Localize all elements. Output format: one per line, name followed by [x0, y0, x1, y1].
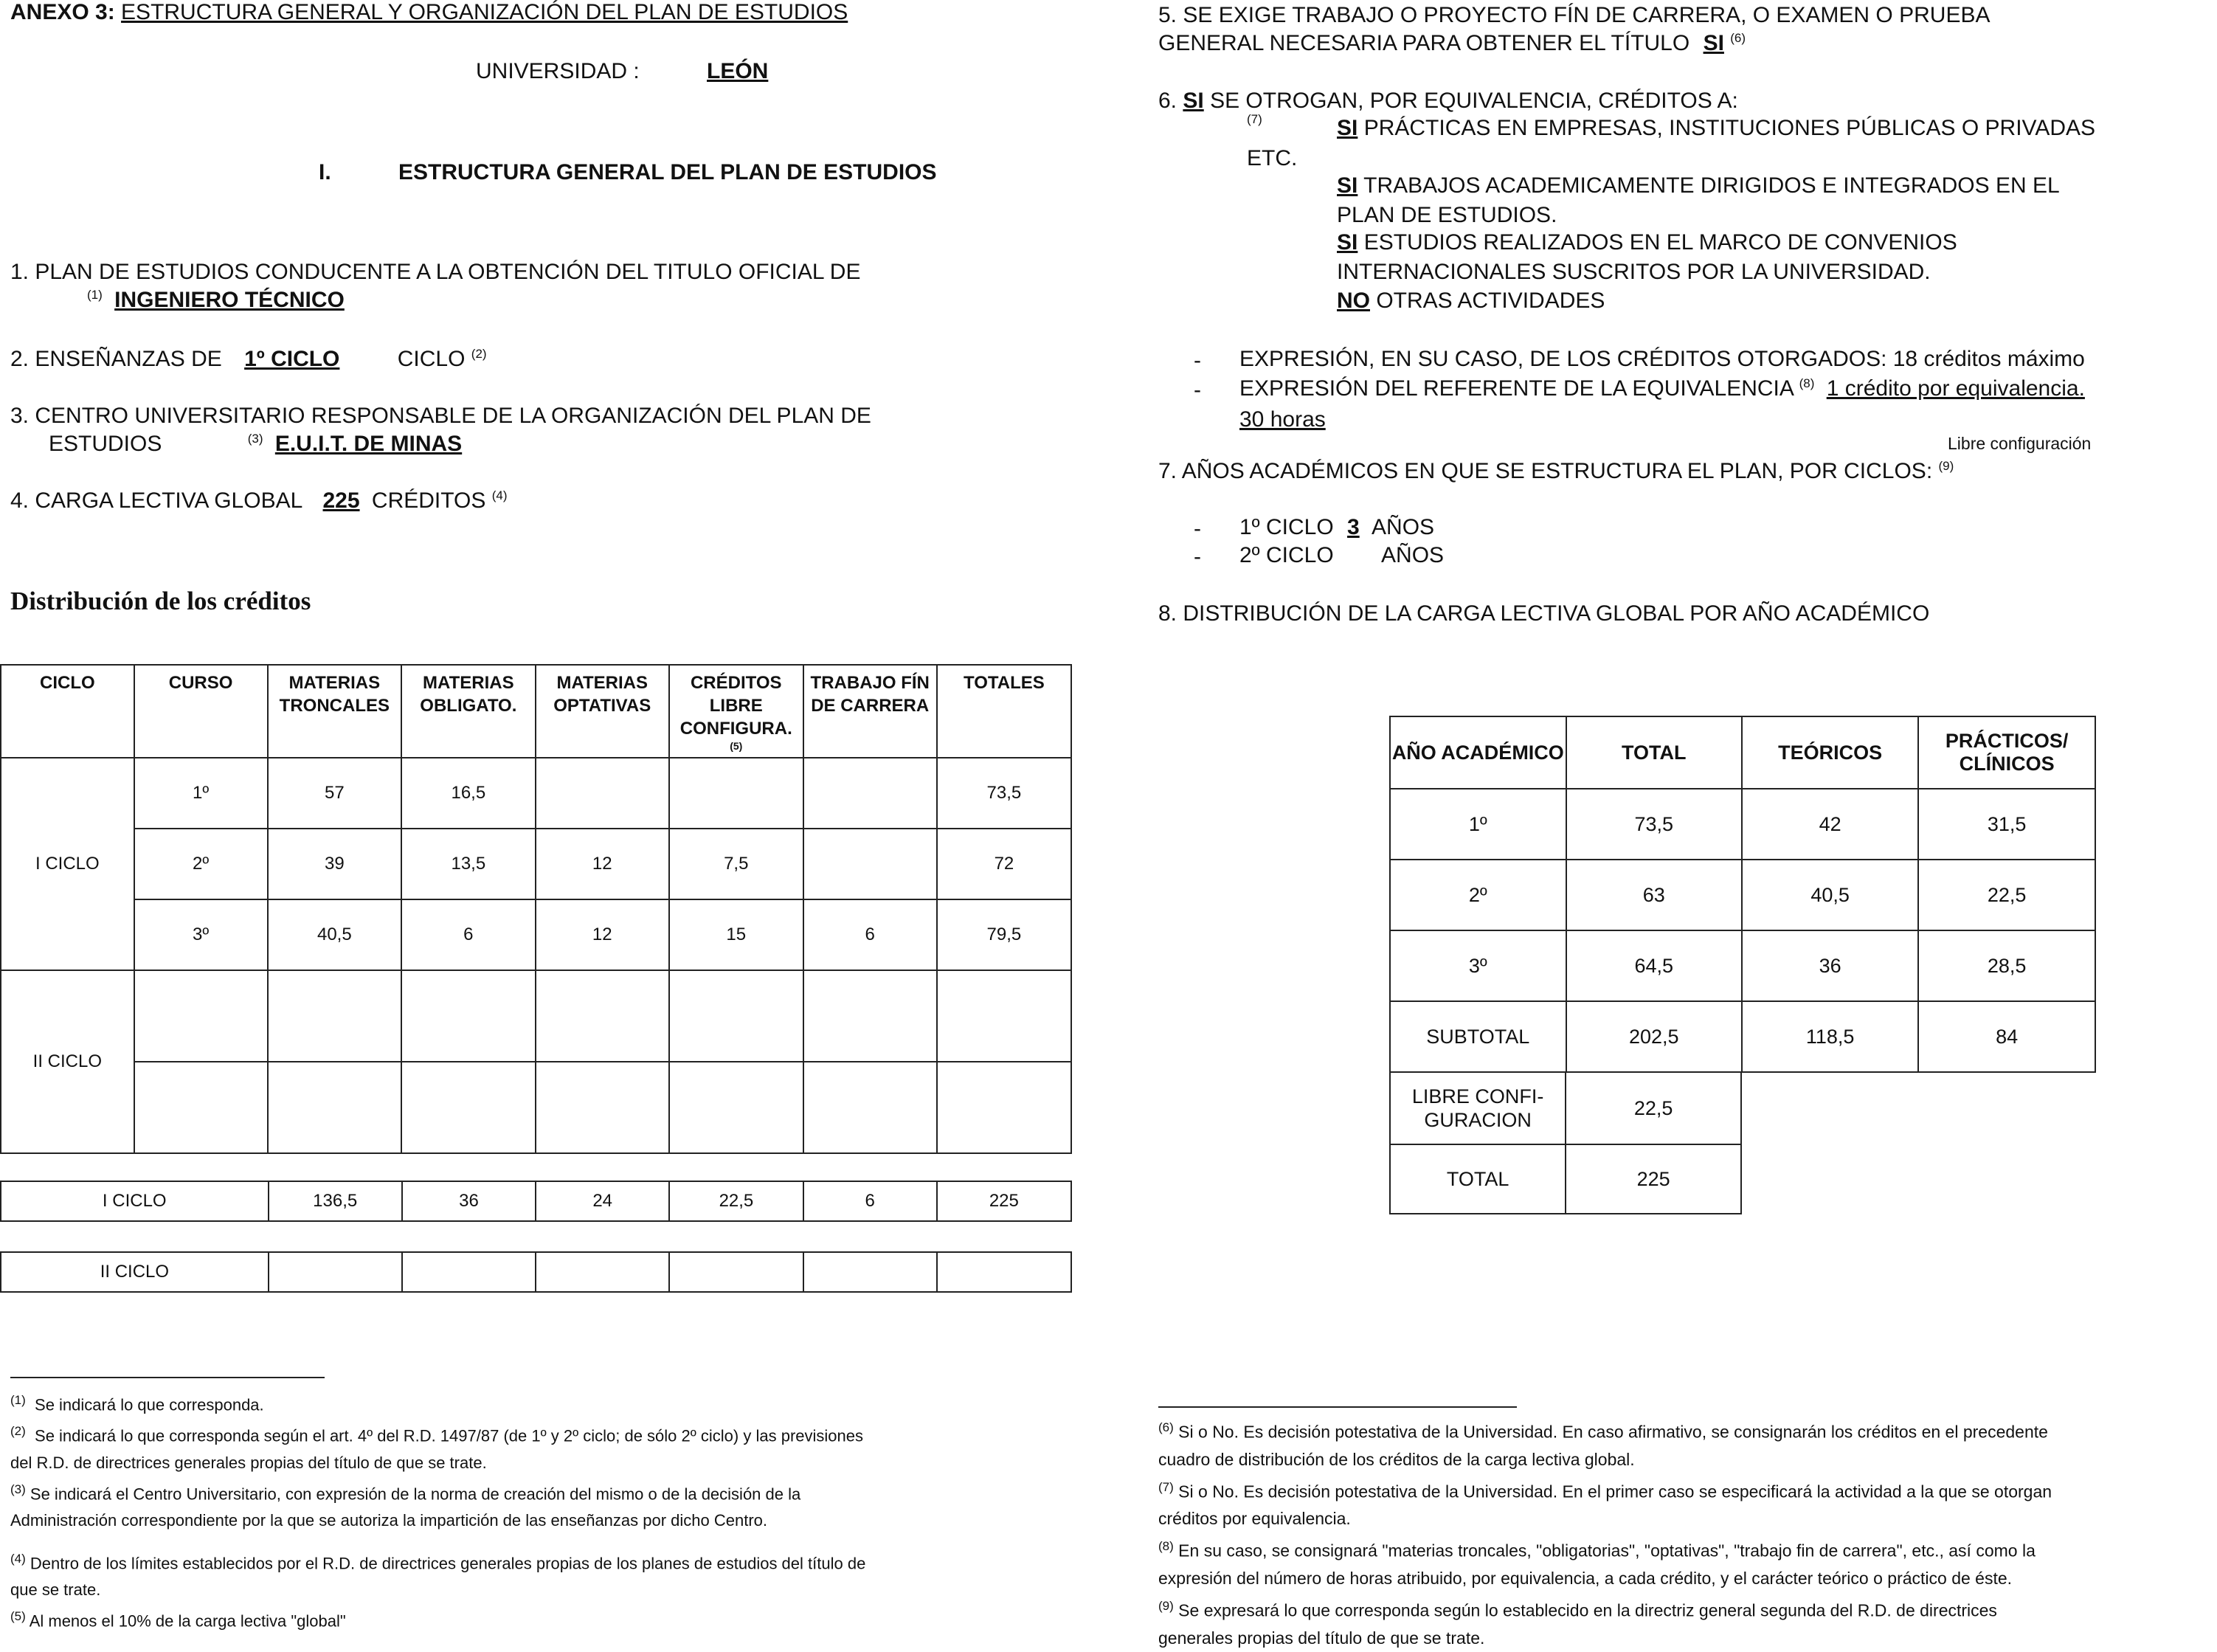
table-row — [1390, 930, 2095, 1001]
header-totales: TOTALES — [937, 665, 1071, 758]
cycle2-label: II CICLO — [1, 970, 134, 1153]
table-cell: 202,5 — [1566, 1001, 1742, 1072]
header-libre-cell — [669, 665, 803, 758]
footnote-marker: (7) — [1158, 1479, 1174, 1494]
table-row — [1, 1181, 1071, 1221]
table-cell: 136,5 — [269, 1181, 402, 1221]
footnote-marker: (6) — [1158, 1420, 1174, 1434]
item4-ref: (4) — [491, 488, 508, 502]
item2-suffix: CICLO — [397, 347, 466, 371]
table-row — [1, 829, 1071, 899]
table-cell: 2º — [134, 829, 268, 899]
item6-line — [1158, 89, 1738, 114]
university-value: LEÓN — [707, 59, 769, 83]
annex-heading — [10, 0, 848, 25]
option-4-mark: NO — [1337, 288, 1370, 313]
item6-ref: (7) — [1247, 112, 1262, 126]
table-cell — [268, 1062, 402, 1153]
footnote-marker: (9) — [1158, 1598, 1174, 1613]
table-cell: 1º — [1390, 789, 1566, 860]
table-cell — [401, 970, 535, 1062]
footnote-text: cuadro de distribución de los créditos de la carga lectiva global. — [1158, 1449, 1635, 1469]
table-cell: 6 — [401, 899, 535, 970]
cycle2-totals-table — [0, 1251, 1072, 1293]
bullet-2-text: EXPRESIÓN DEL REFERENTE DE LA EQUIVALENCIA — [1239, 376, 1794, 401]
table-cell — [536, 758, 669, 829]
table-cell — [803, 970, 937, 1062]
footnote-marker: (5) — [10, 1609, 26, 1624]
table-cell — [134, 1062, 268, 1153]
footnote-text: En su caso, se consignará "materias troncales, "obligatorias", "optativas", "trabajo fin de carrera", etc., así como la — [1178, 1541, 2036, 1561]
table-cell: SUBTOTAL — [1390, 1001, 1566, 1072]
table-cell — [536, 970, 669, 1062]
item1-line — [87, 288, 345, 313]
table-cell: 36 — [402, 1181, 536, 1221]
header-theory: TEÓRICOS — [1742, 716, 1919, 789]
table-cell — [803, 1252, 937, 1292]
option-2 — [1337, 173, 2060, 198]
item5-line1: 5. SE EXIGE TRABAJO O PROYECTO FÍN DE CARRERA, O EXAMEN O PRUEBA — [1158, 3, 1991, 27]
table-row — [1, 1062, 1071, 1153]
item7-line — [1158, 459, 1954, 484]
table-cell: 15 — [669, 899, 803, 970]
header-libre: CRÉDITOS LIBRE CONFIGURA. — [679, 673, 792, 739]
item5-ref: (6) — [1730, 31, 1746, 45]
table-cell: 79,5 — [937, 899, 1071, 970]
table-cell — [669, 758, 803, 829]
option-4-text: OTRAS ACTIVIDADES — [1376, 288, 1605, 313]
footnote-3 — [10, 1476, 940, 1507]
total-value: 225 — [1566, 1144, 1741, 1214]
option-2-text: TRABAJOS ACADEMICAMENTE DIRIGIDOS E INTEGRADOS EN EL — [1363, 173, 2060, 198]
footnote-5 — [10, 1603, 940, 1634]
bullet-2-value-2: 30 horas — [1239, 407, 1326, 432]
bullet-1: EXPRESIÓN, EN SU CASO, DE LOS CRÉDITOS OTORGADOS: 18 créditos máximo — [1239, 347, 2085, 371]
item3-text: 3. CENTRO UNIVERSITARIO RESPONSABLE DE LA ORGANIZACIÓN DEL PLAN DE — [10, 404, 871, 428]
table-cell — [536, 1062, 669, 1153]
table-row — [1390, 1144, 1741, 1214]
item2-line — [10, 347, 487, 372]
table-cell: 12 — [536, 829, 669, 899]
table-cell: 64,5 — [1566, 930, 1742, 1001]
table-row — [1390, 860, 2095, 930]
libre-note: Libre configuración — [1948, 434, 2092, 453]
table-cell: 40,5 — [1742, 860, 1919, 930]
option-1-cont: ETC. — [1247, 146, 1298, 170]
table-cell: 63 — [1566, 860, 1742, 930]
distribution-title: Distribución de los créditos — [10, 587, 311, 615]
cycle2-unit: AÑOS — [1381, 543, 1445, 567]
footnote-marker: (4) — [10, 1551, 26, 1566]
table-cell: 6 — [803, 1181, 937, 1221]
footnote-text: Al menos el 10% de la carga lectiva "global" — [29, 1611, 346, 1631]
table-cell: 2º — [1390, 860, 1566, 930]
table-cell — [803, 758, 937, 829]
table-cell: 73,5 — [1566, 789, 1742, 860]
table-cell: 7,5 — [669, 829, 803, 899]
footnote-marker: (1) — [10, 1393, 26, 1407]
item8-text: 8. DISTRIBUCIÓN DE LA CARGA LECTIVA GLOBAL POR AÑO ACADÉMICO — [1158, 601, 1930, 626]
footnote-text: del R.D. de directrices generales propias del título de que se trate. — [10, 1453, 487, 1472]
table-cell: 118,5 — [1742, 1001, 1919, 1072]
item4-value: 225 — [322, 488, 360, 513]
bullet-dash: - — [1194, 516, 1201, 541]
table-cell: 84 — [1918, 1001, 2095, 1072]
right-footnotes — [1158, 1414, 2213, 1652]
table-cell — [669, 1062, 803, 1153]
table-cell: 42 — [1742, 789, 1919, 860]
table-cell — [669, 970, 803, 1062]
header-libre-ref: (5) — [730, 740, 743, 752]
bullet-dash: - — [1194, 545, 1201, 569]
table-cell: 6 — [803, 899, 937, 970]
table-cell — [269, 1252, 402, 1292]
option-3 — [1337, 230, 1957, 255]
table-cell: 3º — [1390, 930, 1566, 1001]
item4-line — [10, 488, 508, 514]
item6-prefix: 6. — [1158, 89, 1177, 113]
year-table-extra — [1389, 1071, 1742, 1214]
cycle1-years — [1239, 515, 1434, 540]
footnote-text: expresión del número de horas atribuido, por equivalencia, a cada crédito, y el carácter teórico o práctico de éste. — [1158, 1568, 2013, 1588]
footnote-4 — [10, 1546, 940, 1577]
libre-label: LIBRE CONFI- GURACION — [1390, 1072, 1566, 1144]
option-2-cont: PLAN DE ESTUDIOS. — [1337, 203, 1557, 227]
footnote-marker: (2) — [10, 1424, 26, 1439]
table-cell: 72 — [937, 829, 1071, 899]
year-header-row — [1390, 716, 2095, 789]
option-3-mark: SI — [1337, 230, 1358, 255]
item3-line — [49, 432, 462, 457]
item4-text: 4. CARGA LECTIVA GLOBAL — [10, 488, 302, 513]
table-cell: 28,5 — [1918, 930, 2095, 1001]
footnote-text: que se trate. — [10, 1580, 101, 1600]
table-row — [1, 970, 1071, 1062]
table-cell: 13,5 — [401, 829, 535, 899]
section-title: ESTRUCTURA GENERAL DEL PLAN DE ESTUDIOS — [398, 160, 937, 184]
table-row — [1, 899, 1071, 970]
footnote-divider — [1158, 1406, 1517, 1408]
table-cell — [134, 970, 268, 1062]
item1-ref: (1) — [87, 288, 103, 302]
university-label: UNIVERSIDAD : — [476, 59, 640, 83]
cycle1-label: 1º CICLO — [1239, 515, 1334, 539]
header-trabajo: TRABAJO FÍN DE CARRERA — [803, 665, 937, 758]
cycle2-label: 2º CICLO — [1239, 543, 1334, 567]
header-obligatorias: MATERIAS OBLIGATO. — [401, 665, 535, 758]
table-cell: 57 — [268, 758, 402, 829]
option-1-mark: SI — [1337, 116, 1358, 140]
credits-table — [0, 664, 1072, 1154]
item3-text2: ESTUDIOS — [49, 432, 162, 456]
footnote-text: Si o No. Es decisión potestativa de la Universidad. En el primer caso se especificará la actividad a la que se otorgan — [1178, 1482, 2052, 1501]
item1-text: 1. PLAN DE ESTUDIOS CONDUCENTE A LA OBTENCIÓN DEL TITULO OFICIAL DE — [10, 260, 861, 284]
cycle2-years — [1239, 543, 1444, 568]
footnote-marker: (8) — [1158, 1539, 1174, 1554]
footnote-7 — [1158, 1473, 2213, 1506]
item6-value: SI — [1183, 89, 1204, 113]
table-cell — [937, 970, 1071, 1062]
footnote-divider — [10, 1377, 325, 1378]
item2-value: 1º CICLO — [244, 347, 340, 371]
table-cell: 16,5 — [401, 758, 535, 829]
header-optativas: MATERIAS OPTATIVAS — [536, 665, 669, 758]
table-cell: 12 — [536, 899, 669, 970]
totals-label: II CICLO — [1, 1252, 269, 1292]
table-row — [1, 1252, 1071, 1292]
item1-value: INGENIERO TÉCNICO — [114, 288, 345, 312]
option-3-cont: INTERNACIONALES SUSCRITOS POR LA UNIVERSIDAD. — [1337, 260, 1931, 284]
cycle1-unit: AÑOS — [1372, 515, 1435, 539]
footnote-text: Se expresará lo que corresponda según lo establecido en la directriz general segunda del R.D. de directrices — [1178, 1600, 1997, 1620]
credits-header-row — [1, 665, 1071, 758]
footnote-text: Administración correspondiente por la que se autoriza la impartición de las enseñanzas por dicho Centro. — [10, 1510, 768, 1530]
table-cell: 73,5 — [937, 758, 1071, 829]
table-cell — [402, 1252, 536, 1292]
libre-value: 22,5 — [1566, 1072, 1741, 1144]
annex-prefix: ANEXO 3: — [10, 0, 115, 24]
table-cell — [937, 1062, 1071, 1153]
table-cell: 1º — [134, 758, 268, 829]
totals-label: I CICLO — [1, 1181, 269, 1221]
footnote-8 — [1158, 1532, 2213, 1565]
item6-text: SE OTROGAN, POR EQUIVALENCIA, CRÉDITOS A: — [1210, 89, 1738, 113]
cycle1-totals-table — [0, 1181, 1072, 1222]
footnote-9 — [1158, 1592, 2213, 1625]
footnote-text: Se indicará lo que corresponda. — [35, 1395, 264, 1414]
bullet-2-value: 1 crédito por equivalencia. — [1826, 376, 2085, 401]
total-label: TOTAL — [1390, 1144, 1566, 1214]
table-cell: 36 — [1742, 930, 1919, 1001]
table-cell: 22,5 — [1918, 860, 2095, 930]
header-practice: PRÁCTICOS/ CLÍNICOS — [1918, 716, 2095, 789]
annex-title: ESTRUCTURA GENERAL Y ORGANIZACIÓN DEL PLAN DE ESTUDIOS — [121, 0, 848, 24]
header-troncales: MATERIAS TRONCALES — [268, 665, 402, 758]
left-footnotes — [10, 1387, 940, 1635]
item3-ref: (3) — [247, 432, 263, 446]
item2-ref: (2) — [471, 347, 487, 361]
footnote-text: Dentro de los límites establecidos por el R.D. de directrices generales propias de los planes de estudios del título de — [30, 1554, 866, 1573]
table-cell: 3º — [134, 899, 268, 970]
option-3-text: ESTUDIOS REALIZADOS EN EL MARCO DE CONVENIOS — [1363, 230, 1957, 255]
bullet-2 — [1239, 376, 2085, 401]
table-cell: 225 — [937, 1181, 1071, 1221]
footnote-text: Se indicará el Centro Universitario, con expresión de la norma de creación del mismo o de la decisión de la — [30, 1484, 801, 1503]
footnote-6 — [1158, 1414, 2213, 1446]
header-total: TOTAL — [1566, 716, 1742, 789]
header-year: AÑO ACADÉMICO — [1390, 716, 1566, 789]
table-row — [1390, 1072, 1741, 1144]
table-cell — [268, 970, 402, 1062]
table-cell: 22,5 — [669, 1181, 803, 1221]
cycle1-label: I CICLO — [1, 758, 134, 970]
footnote-2 — [10, 1418, 940, 1449]
bullet-dash: - — [1194, 348, 1201, 373]
table-cell: 39 — [268, 829, 402, 899]
table-cell — [536, 1252, 669, 1292]
item5-value: SI — [1703, 31, 1724, 55]
table-cell — [401, 1062, 535, 1153]
table-cell: 24 — [536, 1181, 669, 1221]
option-2-mark: SI — [1337, 173, 1358, 198]
footnote-text: Si o No. Es decisión potestativa de la Universidad. En caso afirmativo, se consignarán los créditos en el precedente — [1178, 1422, 2048, 1442]
cycle1-value: 3 — [1347, 515, 1360, 539]
item5-text: GENERAL NECESARIA PARA OBTENER EL TÍTULO — [1158, 31, 1690, 55]
item4-suffix: CRÉDITOS — [371, 488, 486, 513]
table-cell: 40,5 — [268, 899, 402, 970]
footnote-text: Se indicará lo que corresponda según el art. 4º del R.D. 1497/87 (de 1º y 2º ciclo; de sólo 2º ciclo) y las previsiones — [35, 1426, 863, 1445]
section-number: I. — [319, 160, 331, 184]
table-row — [1390, 1001, 2095, 1072]
table-row — [1390, 789, 2095, 860]
footnote-text: generales propias del título de que se trate. — [1158, 1628, 1485, 1648]
option-1 — [1337, 116, 2213, 141]
option-1-text: PRÁCTICAS EN EMPRESAS, INSTITUCIONES PÚBLICAS O PRIVADAS — [1363, 116, 2096, 140]
header-curso: CURSO — [134, 665, 268, 758]
item3-value: E.U.I.T. DE MINAS — [274, 432, 463, 456]
item7-text: 7. AÑOS ACADÉMICOS EN QUE SE ESTRUCTURA EL PLAN, POR CICLOS: — [1158, 459, 1933, 483]
table-cell — [803, 829, 937, 899]
bullet-dash: - — [1194, 378, 1201, 402]
table-cell: 31,5 — [1918, 789, 2095, 860]
year-table — [1389, 716, 2096, 1073]
table-cell — [803, 1062, 937, 1153]
footnote-1 — [10, 1387, 940, 1418]
footnote-marker: (3) — [10, 1482, 26, 1496]
header-ciclo: CICLO — [1, 665, 134, 758]
bullet-2-ref: (8) — [1799, 376, 1815, 390]
table-row — [1, 758, 1071, 829]
table-cell — [669, 1252, 803, 1292]
item5-line2 — [1158, 31, 1746, 56]
item7-ref: (9) — [1938, 459, 1954, 473]
option-4 — [1337, 288, 1605, 314]
item2-text: 2. ENSEÑANZAS DE — [10, 347, 222, 371]
table-cell — [937, 1252, 1071, 1292]
footnote-text: créditos por equivalencia. — [1158, 1509, 1351, 1529]
